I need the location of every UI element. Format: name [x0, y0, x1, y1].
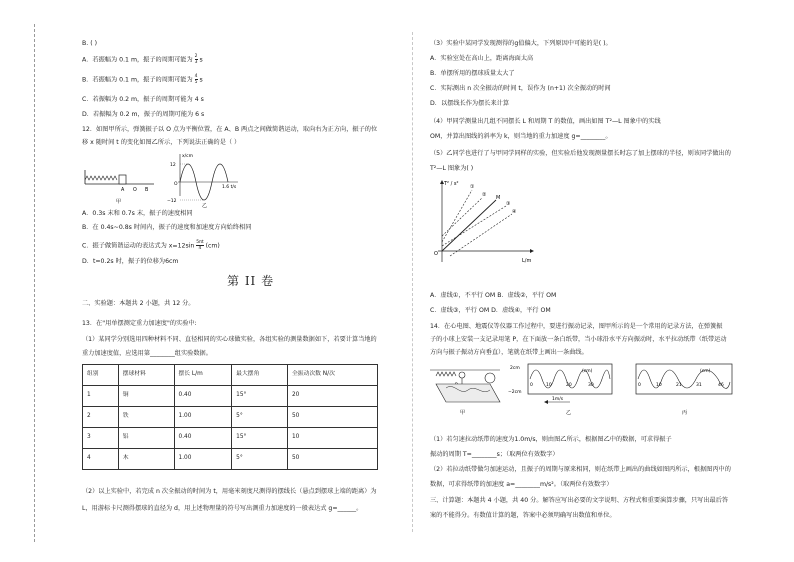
q3-option-a: A．实验室处在高山上，距离海面太高	[430, 55, 534, 62]
question-13-5-line2: T²—L 图象为( )	[430, 165, 474, 172]
fraction: $\frac{2}{3}$	[194, 54, 198, 65]
x-axis-label: x/cm	[182, 154, 194, 159]
question-13-1-line2: 重力加速度值，应选用第________组实验数据。	[82, 350, 212, 357]
binding-cut-line	[34, 24, 35, 542]
figure-yi-label: 乙	[566, 410, 572, 416]
line-2-label: ②	[482, 192, 487, 198]
point-b-label: B	[145, 188, 149, 193]
option-c: C．若振幅为 0.2 m，振子的周期可能为 4 s	[82, 96, 204, 103]
table-cell: 50	[287, 407, 377, 428]
spring-oscillator-figure	[82, 150, 242, 208]
table-cell: 木	[118, 449, 174, 470]
table-cell: 1.00	[174, 407, 232, 428]
figure-yi-label: 乙	[202, 203, 208, 208]
figure-bing-label: 丙	[682, 410, 688, 416]
question-14-1-line1: （1）若匀速拉动纸带的速度为1.0m/s，则由图乙所示，根据图乙中的数据，可求得振子	[430, 436, 672, 443]
table-cell: 15°	[232, 428, 288, 449]
point-o-label: O	[133, 188, 137, 193]
scale-10: 10	[546, 383, 552, 388]
x-axis-label: L/m	[522, 258, 532, 264]
table-cell: 1.00	[174, 449, 232, 470]
q12-option-c: C．振子做简谐运动的表达式为 x=12sin $\frac{5\pi t}{4}$ (cm)	[82, 240, 220, 251]
table-header: 全振动次数 N/次	[287, 365, 377, 386]
fraction: $\frac{5\pi t}{4}$	[196, 240, 204, 251]
table-header: 最大摆角	[232, 365, 288, 386]
q12-option-d: D．t=0.2s 时，振子的位移为6cm	[82, 258, 179, 265]
table-cell: 5°	[232, 449, 288, 470]
fraction: $\frac{4}{5}$	[194, 74, 198, 85]
scale-30: 30	[588, 383, 594, 388]
question-13-1-line1: （1）某同学分别选用四种材料不同、直径相同的实心球做实验，各组实验的测量数据如下，若要计算当地的	[82, 336, 377, 343]
q3-option-d: D．以摆线长作为摆长来计算	[430, 100, 510, 107]
question-13-2-line1: （2）以上实验中，若完成 n 次全振动的时间为 t，用毫米刻度尺测得的摆线长（悬点到摆球上端的距离）为	[82, 488, 377, 495]
question-13-4-line2: OM，并算出图线的斜率为 k，则当地的重力加速度 g=________。	[430, 133, 612, 140]
column-separator	[412, 32, 413, 532]
q3-option-c: C．实际测出 n 次全振动的时间 t，误作为 (n+1) 次全振动的时间	[430, 85, 611, 92]
question-13-3: （3）实验中某同学发现测得的g值偏大，下列原因中可能的是( )。	[430, 40, 612, 47]
line-3-label: ③	[506, 201, 511, 207]
scale-21: 21	[676, 383, 682, 388]
table-row	[83, 386, 378, 407]
t2-l-graph	[430, 176, 550, 268]
table-row	[83, 449, 378, 470]
experiment-heading: 二、实验题：本题共 2 小题，共 12 分。	[82, 300, 195, 307]
table-cell: 2	[83, 407, 119, 428]
origin-label: O	[434, 251, 438, 257]
table-header: 摆长 L/m	[174, 365, 232, 386]
options-cd: C．虚线③，平行 OM D．虚线④，平行 OM	[430, 307, 551, 314]
q12-option-b: B．在 0.4s~0.8s 时间内，振子的速度和加速度方向始终相同	[82, 224, 252, 231]
scale-20: 20	[566, 383, 572, 388]
table-cell: 3	[83, 428, 119, 449]
amplitude-top-label: 2cm	[510, 366, 520, 371]
option-d: D．若振幅为 0.2 m，振子的周期可能为 6 s	[82, 111, 205, 118]
table-header: 组别	[83, 365, 119, 386]
option-b: B．若振幅为 0.1 m，振子的周期可能为 $\frac{4}{5}$ s	[82, 74, 203, 85]
vibration-recording-figure	[430, 362, 735, 420]
amplitude-bottom-label: −2cm	[508, 390, 522, 395]
options-ab: A．虚线①，不平行 OM B．虚线②，平行 OM	[430, 292, 557, 299]
table-cell: 铜	[118, 386, 174, 407]
y-axis-label: T² / s²	[444, 181, 459, 187]
question-13: 13．在"用单摆测定重力加速度"的实验中:	[82, 320, 197, 327]
q12-option-a: A．0.3s 末和 0.7s 末，振子的速度相同	[82, 210, 193, 217]
table-header: 摆球材料	[118, 365, 174, 386]
calculation-heading-line1: 三、计算题：本题共 4 小题，共 40 分。解答应写出必要的文字说明、方程式和重要演算步骤，只写出最后答	[430, 497, 729, 504]
table-cell: 20	[287, 386, 377, 407]
line-1-label: ①	[470, 184, 475, 190]
table-row	[83, 428, 378, 449]
tick-12: 12	[170, 163, 176, 168]
question-12-line1: 12．如图甲所示，弹簧振子以 O 点为平衡位置，在 A、B 两点之间做简谐运动，取向右为正方向，振子的位	[82, 126, 378, 133]
t-axis-label: 1.6 t/s	[222, 185, 237, 190]
question-13-2-line2: L，用游标卡尺测得摆球的直径为 d，用上述物理量的符号写出测重力加速度的一般表达式 g=______。	[82, 505, 363, 512]
table-cell: 10	[287, 428, 377, 449]
table-cell: 铝	[118, 428, 174, 449]
scale-0: 0	[530, 383, 533, 388]
table-row	[83, 407, 378, 428]
table-header-row	[83, 365, 378, 386]
question-14-line3: 方向与振子振动方向垂直），笔就在纸带上画出一条曲线。	[430, 349, 588, 356]
question-14-2-line1: （2）若拉动纸带做匀加速运动，且振子的周期与原来相同，则在纸带上画出的曲线如图丙所示，根据图丙中的	[430, 466, 731, 473]
table-cell: 5°	[232, 407, 288, 428]
unit-label-yi: (cm)	[582, 369, 593, 374]
calculation-heading-line2: 案的不能得分。有数值计算的题，答案中必须明确写出数值和单位。	[430, 512, 616, 519]
figure-jia-label: 甲	[116, 199, 122, 205]
table-cell: 1	[83, 386, 119, 407]
question-14-1-line2: 振动的周期 T=________s；（取两位有效数字）	[430, 451, 559, 458]
line-4-label: ④	[512, 209, 517, 215]
table-cell: 4	[83, 449, 119, 470]
tape-speed-label: 1m/s	[552, 397, 564, 402]
pendulum-data-table	[82, 364, 378, 470]
scale-46: 46	[718, 383, 724, 388]
origin-label: O	[174, 182, 178, 187]
tick-minus-12: −12	[167, 199, 177, 204]
question-14-line1: 14．在心电图、地震仪等仪器工作过程中，要进行振动记录，图甲所示的是一个常用的记录方法，在弹簧振	[430, 323, 723, 330]
figure-jia-label: 甲	[460, 410, 466, 416]
question-13-4-line1: （4）甲同学测量出几组不同摆长 L 和周期 T 的数值，画出如图 T²—L 图象中的实线	[430, 118, 661, 125]
scale-10: 10	[656, 383, 662, 388]
table-cell: 铁	[118, 407, 174, 428]
table-cell: 50	[287, 449, 377, 470]
option-a: A．若振幅为 0.1 m，振子的周期可能为 $\frac{2}{3}$ s	[82, 54, 203, 65]
section-title: 第 II 卷	[227, 274, 275, 288]
table-cell: 0.40	[174, 428, 232, 449]
point-a-label: A	[121, 188, 125, 193]
scale-0: 0	[638, 383, 641, 388]
table-cell: 0.40	[174, 386, 232, 407]
question-14-line2: 子的小球上安装一支记录用笔 P，在下面放一条白纸带，当小球沿水平方向振动时，水平拉动纸带（纸带运动	[430, 336, 727, 343]
question-13-5-line1: （5）乙同学也进行了与甲同学同样的实验，但实验后他发现测量摆长时忘了加上摆球的半径，则该同学做出的	[430, 150, 731, 157]
point-m-label: M	[496, 195, 501, 201]
question-14-2-line2: 数据，可求得纸带的加速度 a=________m/s²。（取两位有效数字）	[430, 481, 613, 488]
table-cell: 15°	[232, 386, 288, 407]
unit-label-bing: (cm)	[700, 369, 711, 374]
prev-question-tail: B. ( )	[82, 40, 97, 47]
question-12-line2: 移 x 随时间 t 的变化如图乙所示，下列说法正确的是（ ）	[82, 139, 241, 146]
q3-option-b: B．单摆所用的摆球质量太大了	[430, 70, 515, 77]
scale-31: 31	[696, 383, 702, 388]
